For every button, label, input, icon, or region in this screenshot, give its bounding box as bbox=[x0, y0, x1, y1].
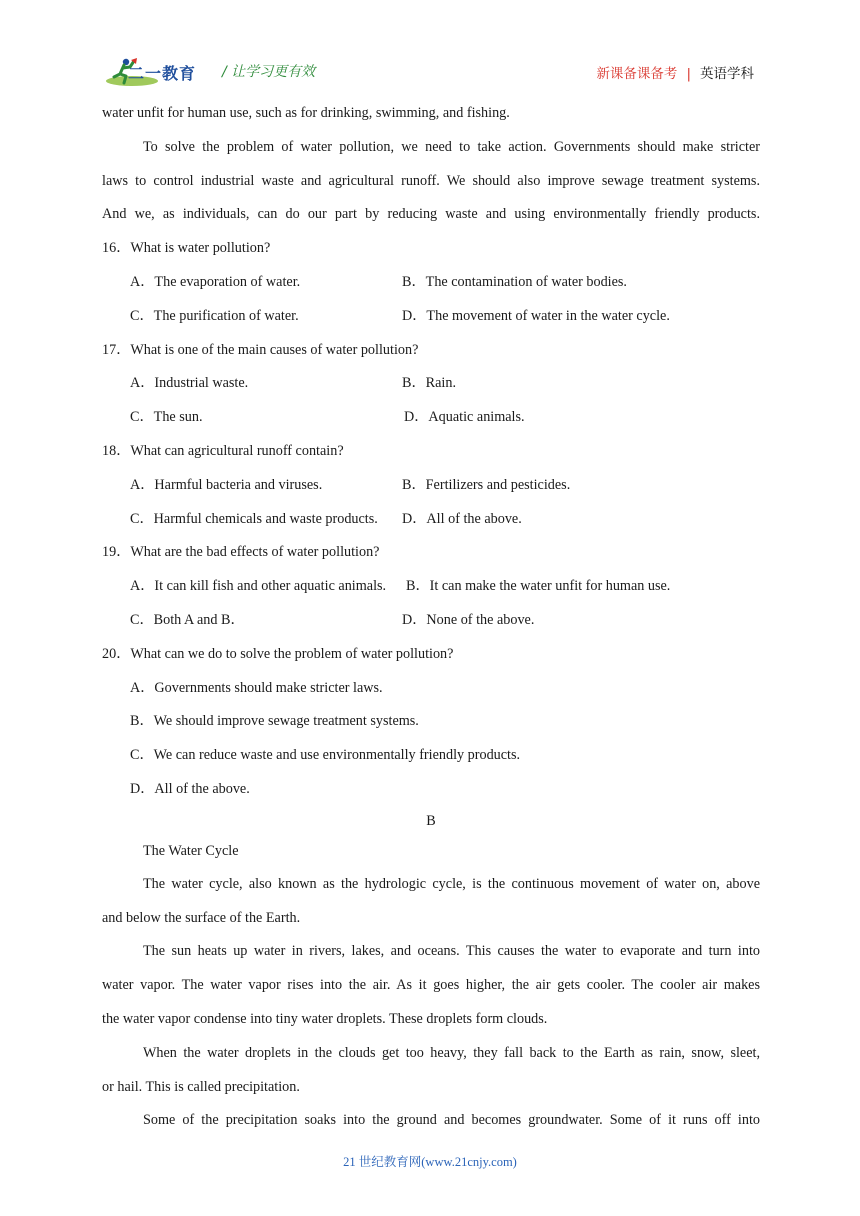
paragraph-line: water vapor. The water vapor rises into the air. As it goes higher, the air gets cooler. The cooler air makes bbox=[102, 977, 760, 994]
option-row bbox=[130, 266, 760, 300]
option-d: D．All of the above. bbox=[130, 780, 250, 797]
question-stem-16: 16．What is water pollution? bbox=[102, 240, 271, 257]
page-footer: 21 世纪教育网(www.21cnjy.com) bbox=[343, 1155, 517, 1169]
option-c: C．We can reduce waste and use environmentally friendly products. bbox=[130, 747, 521, 764]
option-row bbox=[130, 604, 760, 638]
paragraph-line: water unfit for human use, such as for drinking, swimming, and fishing. bbox=[102, 105, 510, 121]
option-a: A．It can kill fish and other aquatic animals. bbox=[130, 578, 387, 595]
paragraph-line: The water cycle, also known as the hydrologic cycle, is the continuous movement of water on, above bbox=[143, 875, 760, 892]
option-c: C．Harmful chemicals and waste products. bbox=[130, 510, 378, 527]
option-d: D．None of the above. bbox=[402, 611, 535, 628]
paragraph-line: and below the surface of the Earth. bbox=[102, 909, 301, 926]
header-right bbox=[596, 62, 754, 82]
header-subject: 英语学科 bbox=[700, 66, 754, 82]
option-b: B．We should improve sewage treatment systems. bbox=[130, 713, 419, 730]
paragraph-line: The sun heats up water in rivers, lakes, and oceans. This causes the water to evaporate and turn into bbox=[143, 943, 760, 960]
option-b: B．Fertilizers and pesticides. bbox=[402, 476, 571, 493]
option-c: C．Both A and B． bbox=[130, 611, 245, 628]
option-row bbox=[130, 401, 760, 435]
option-a: A．The evaporation of water. bbox=[130, 273, 301, 290]
document-body bbox=[102, 97, 760, 1138]
logo-text: 二一教育 bbox=[128, 64, 197, 83]
option-d: D．All of the above. bbox=[402, 510, 522, 527]
option-a: A．Industrial waste. bbox=[130, 375, 249, 392]
paragraph-line: And we, as individuals, can do our part by reducing waste and using environmentally friendly products. bbox=[102, 206, 760, 223]
paragraph-line: or hail. This is called precipitation. bbox=[102, 1078, 300, 1095]
question-stem-18: 18．What can agricultural runoff contain? bbox=[102, 442, 344, 459]
header-separator: | bbox=[686, 66, 691, 82]
option-d: D．Aquatic animals. bbox=[404, 409, 525, 426]
option-a: A．Harmful bacteria and viruses. bbox=[130, 476, 323, 493]
question-stem-19: 19．What are the bad effects of water pollution? bbox=[102, 544, 380, 561]
option-a: A．Governments should make stricter laws. bbox=[130, 679, 383, 696]
page-header bbox=[0, 0, 860, 100]
question-stem-20: 20．What can we do to solve the problem of water pollution? bbox=[102, 645, 454, 662]
paragraph-line: Some of the precipitation soaks into the ground and becomes groundwater. Some of it runs off into bbox=[143, 1112, 760, 1129]
option-row bbox=[130, 469, 760, 503]
option-row bbox=[130, 367, 760, 401]
paragraph-line: To solve the problem of water pollution, we need to take action. Governments should make stricter bbox=[143, 138, 760, 155]
section-label: B bbox=[426, 812, 436, 829]
option-row bbox=[130, 300, 760, 334]
paragraph-line: the water vapor condense into tiny water droplets. These droplets form clouds. bbox=[102, 1010, 548, 1027]
option-c: C．The purification of water. bbox=[130, 307, 299, 324]
paragraph-line: laws to control industrial waste and agricultural runoff. We should also improve sewage treatment systems. bbox=[102, 172, 760, 189]
option-b: B．Rain. bbox=[402, 375, 456, 392]
paragraph-line: When the water droplets in the clouds get too heavy, they fall back to the Earth as rain, snow, sleet, bbox=[143, 1044, 760, 1061]
header-course-label: 新课备课备考 bbox=[596, 66, 678, 82]
option-b: B．The contamination of water bodies. bbox=[402, 273, 627, 290]
option-d: D．The movement of water in the water cycle. bbox=[402, 307, 670, 324]
option-row bbox=[130, 570, 760, 604]
slogan: / 让学习更有效 bbox=[222, 64, 316, 80]
passage-title: The Water Cycle bbox=[143, 842, 239, 859]
question-stem-17: 17．What is one of the main causes of water pollution? bbox=[102, 341, 419, 358]
option-row bbox=[130, 503, 760, 537]
option-c: C．The sun. bbox=[130, 409, 203, 426]
option-b: B．It can make the water unfit for human use. bbox=[406, 578, 671, 595]
